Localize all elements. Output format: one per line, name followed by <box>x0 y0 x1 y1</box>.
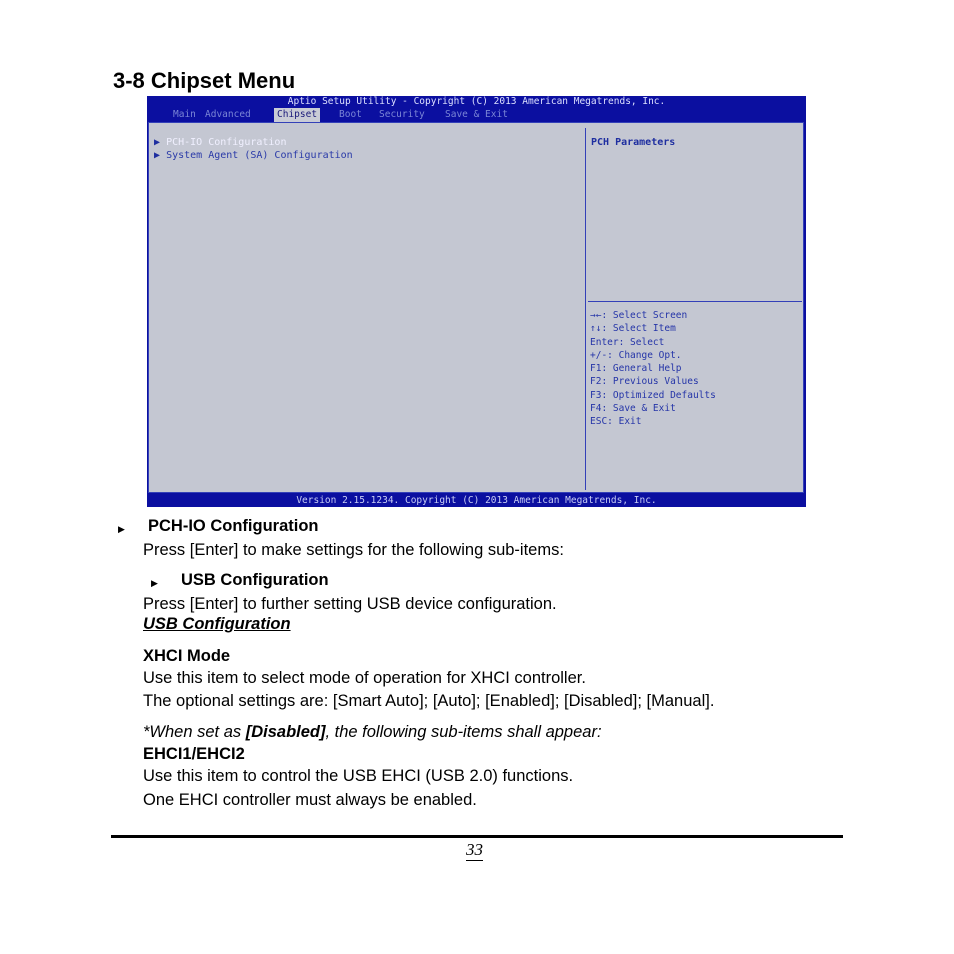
bios-help-title: PCH Parameters <box>591 137 676 148</box>
key-help-line: ESC: Exit <box>590 416 642 428</box>
submenu-arrow-icon: ▶ <box>154 150 161 161</box>
bios-main-panel <box>148 122 804 493</box>
key-help-line: F4: Save & Exit <box>590 403 676 415</box>
bios-key-help <box>590 309 716 429</box>
bios-title-bar: Aptio Setup Utility - Copyright (C) 2013 American Megatrends, Inc. <box>287 96 666 107</box>
bios-tab-save-exit[interactable]: Save & Exit <box>445 109 508 120</box>
footer-rule <box>111 835 843 838</box>
ehci-description: Use this item to control the USB EHCI (USB 2.0) functions. <box>143 767 574 785</box>
bios-tab-boot[interactable]: Boot <box>339 109 362 120</box>
usb-config-description: Press [Enter] to further setting USB device configuration. <box>143 595 557 613</box>
ehci-heading: EHCI1/EHCI2 <box>143 745 245 763</box>
bullet-icon: ▶ <box>118 524 125 534</box>
bios-item-pch-io[interactable] <box>154 137 286 149</box>
bios-tab-security[interactable]: Security <box>379 109 425 120</box>
pch-io-description: Press [Enter] to make settings for the following sub-items: <box>143 541 564 559</box>
key-help-line: F1: General Help <box>590 363 682 375</box>
key-help-line: Enter: Select <box>590 336 665 348</box>
bios-screenshot <box>147 96 806 507</box>
disabled-note: *When set as [Disabled], the following sub-items shall appear: <box>143 723 602 741</box>
key-help-line: ↑↓: Select Item <box>590 323 676 335</box>
pch-io-heading: PCH-IO Configuration <box>148 517 319 535</box>
bios-help-divider <box>588 301 802 302</box>
xhci-mode-heading: XHCI Mode <box>143 647 231 665</box>
bullet-icon: ▶ <box>151 578 158 588</box>
page-title: 3-8 Chipset Menu <box>113 68 296 93</box>
key-help-line: F3: Optimized Defaults <box>590 389 716 401</box>
bios-item-label: PCH-IO Configuration <box>166 137 287 148</box>
key-help-line: F2: Previous Values <box>590 376 699 388</box>
usb-config-heading: USB Configuration <box>181 571 329 589</box>
bios-tab-advanced[interactable]: Advanced <box>205 109 251 120</box>
usb-config-section-title: USB Configuration <box>143 615 291 633</box>
submenu-arrow-icon: ▶ <box>154 137 161 148</box>
bios-tab-chipset[interactable]: Chipset <box>274 108 320 122</box>
bios-item-label: System Agent (SA) Configuration <box>166 150 353 161</box>
xhci-mode-description: Use this item to select mode of operation for XHCI controller. <box>143 669 586 687</box>
bios-tab-main[interactable]: Main <box>173 109 196 120</box>
key-help-line: →←: Select Screen <box>590 310 688 321</box>
ehci-note: One EHCI controller must always be enabled. <box>143 791 477 809</box>
key-help-line: +/-: Change Opt. <box>590 349 682 361</box>
bios-item-system-agent[interactable] <box>154 150 353 162</box>
bios-panel-divider <box>585 128 586 490</box>
bios-tab-bar <box>147 108 806 122</box>
bios-footer: Version 2.15.1234. Copyright (C) 2013 American Megatrends, Inc. <box>296 495 657 506</box>
page-number: 33 <box>466 840 483 859</box>
xhci-mode-options: The optional settings are: [Smart Auto]; [Auto]; [Enabled]; [Disabled]; [Manual]. <box>143 692 715 710</box>
